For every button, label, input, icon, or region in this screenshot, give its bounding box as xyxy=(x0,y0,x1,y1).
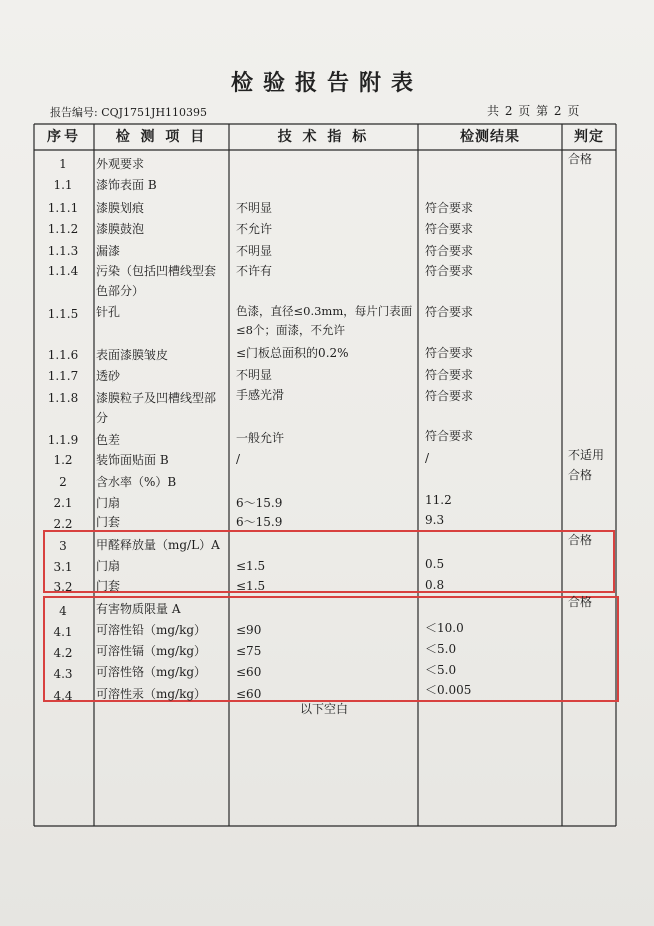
row-judge: 合格 xyxy=(568,595,593,609)
row-judge: 合格 xyxy=(568,533,593,547)
row-result: 11.2 xyxy=(425,493,452,507)
row-item-line2: 色部分） xyxy=(96,284,145,298)
row-result: 0.5 xyxy=(425,557,445,571)
row-result: ＜0.005 xyxy=(425,683,472,697)
row-spec: / xyxy=(236,452,241,466)
row-result: 符合要求 xyxy=(425,264,474,278)
row-spec-line2: ≤8个；面漆，不允许 xyxy=(236,323,345,337)
row-spec: 一般允许 xyxy=(236,431,285,445)
row-result: ＜5.0 xyxy=(425,663,457,677)
row-spec: 手感光滑 xyxy=(236,388,285,402)
row-result: 符合要求 xyxy=(425,222,474,236)
row-result: ＜10.0 xyxy=(425,621,464,635)
row-spec: ≤75 xyxy=(236,644,262,658)
row-seq: 1.1.6 xyxy=(47,348,79,362)
header-item: 检 测 项 目 xyxy=(115,129,208,145)
row-spec: 不明显 xyxy=(236,244,273,258)
blank-below-note: 以下空白 xyxy=(300,702,349,716)
report-number: 报告编号: CQJ1751JH110395 xyxy=(50,106,208,119)
row-seq: 1 xyxy=(59,157,67,171)
row-spec: 不许有 xyxy=(236,264,273,278)
row-seq: 2.2 xyxy=(53,517,73,531)
row-seq: 1.1.8 xyxy=(47,391,79,405)
row-spec: ≤1.5 xyxy=(236,579,266,593)
row-result: 符合要求 xyxy=(425,389,474,403)
row-result: 符合要求 xyxy=(425,346,474,360)
row-spec: 不明显 xyxy=(236,201,273,215)
row-spec: ≤门板总面积的0.2% xyxy=(236,346,349,360)
row-item: 漏漆 xyxy=(96,244,121,258)
row-spec: ≤90 xyxy=(236,623,262,637)
row-seq: 1.1.2 xyxy=(47,222,79,236)
row-seq: 1.1 xyxy=(53,178,73,192)
row-item: 表面漆膜皱皮 xyxy=(96,348,169,362)
row-spec: ≤1.5 xyxy=(236,559,266,573)
row-seq: 2 xyxy=(59,475,67,489)
row-seq: 1.1.7 xyxy=(47,369,79,383)
row-seq: 3 xyxy=(59,539,67,553)
row-spec: 色漆，直径≤0.3mm，每片门表面 xyxy=(236,304,413,318)
row-judge: 合格 xyxy=(568,468,593,482)
row-item: 漆饰表面 B xyxy=(96,178,157,192)
row-item: 门扇 xyxy=(96,496,121,510)
row-judge: 合格 xyxy=(568,152,593,166)
row-seq: 4.1 xyxy=(53,625,73,639)
row-item: 门套 xyxy=(96,515,121,529)
row-seq: 1.1.4 xyxy=(47,264,79,278)
row-result: 9.3 xyxy=(425,513,445,527)
row-seq: 1.1.3 xyxy=(47,244,79,258)
row-item: 门套 xyxy=(96,579,121,593)
row-item: 可溶性铬（mg/kg） xyxy=(96,665,207,679)
row-seq: 1.1.5 xyxy=(47,307,79,321)
row-seq: 4.2 xyxy=(53,646,73,660)
row-result: 符合要求 xyxy=(425,429,474,443)
row-seq: 2.1 xyxy=(53,496,73,510)
header-judge: 判定 xyxy=(574,129,604,145)
row-seq: 4.3 xyxy=(53,667,73,681)
page-indicator: 共 2 页 第 2 页 xyxy=(487,104,581,118)
row-result: 0.8 xyxy=(425,578,445,592)
row-item: 外观要求 xyxy=(96,157,145,171)
row-seq: 4.4 xyxy=(53,689,73,703)
row-seq: 3.2 xyxy=(53,580,73,594)
row-spec: ≤60 xyxy=(236,665,262,679)
row-result: ＜5.0 xyxy=(425,642,457,656)
row-item: 甲醛释放量（mg/L）A xyxy=(96,538,220,552)
row-item: 可溶性镉（mg/kg） xyxy=(96,644,207,658)
row-judge: 不适用 xyxy=(568,448,605,462)
row-result: 符合要求 xyxy=(425,305,474,319)
row-seq: 1.2 xyxy=(53,453,73,467)
header-seq: 序号 xyxy=(47,129,81,145)
row-result: 符合要求 xyxy=(425,244,474,258)
page-title: 检验报告附表 xyxy=(230,70,423,96)
row-item: 有害物质限量 A xyxy=(96,602,181,616)
row-item: 漆膜划痕 xyxy=(96,201,145,215)
row-item: 漆膜粒子及凹槽线型部 xyxy=(96,391,217,405)
row-item: 色差 xyxy=(96,433,121,447)
row-item: 污染（包括凹槽线型套 xyxy=(96,264,217,278)
row-item: 针孔 xyxy=(96,305,121,319)
row-seq: 1.1.9 xyxy=(47,433,79,447)
row-item: 门扇 xyxy=(96,559,121,573)
row-spec: ≤60 xyxy=(236,687,262,701)
row-spec: 6～15.9 xyxy=(236,496,283,510)
header-spec: 技 术 指 标 xyxy=(277,129,370,145)
row-spec: 6～15.9 xyxy=(236,515,283,529)
row-seq: 4 xyxy=(59,604,67,618)
header-result: 检测结果 xyxy=(460,129,520,145)
row-item: 可溶性汞（mg/kg） xyxy=(96,687,207,701)
row-result: / xyxy=(425,451,430,465)
row-spec: 不允许 xyxy=(236,222,273,236)
row-seq: 3.1 xyxy=(53,560,73,574)
row-item-line2: 分 xyxy=(96,411,109,425)
row-item: 透砂 xyxy=(96,369,121,383)
row-seq: 1.1.1 xyxy=(47,201,79,215)
row-item: 漆膜鼓泡 xyxy=(96,222,145,236)
row-item: 含水率（%）B xyxy=(96,475,177,489)
row-item: 装饰面贴面 B xyxy=(96,453,169,467)
row-item: 可溶性铅（mg/kg） xyxy=(96,623,207,637)
row-result: 符合要求 xyxy=(425,368,474,382)
row-spec: 不明显 xyxy=(236,368,273,382)
row-result: 符合要求 xyxy=(425,201,474,215)
